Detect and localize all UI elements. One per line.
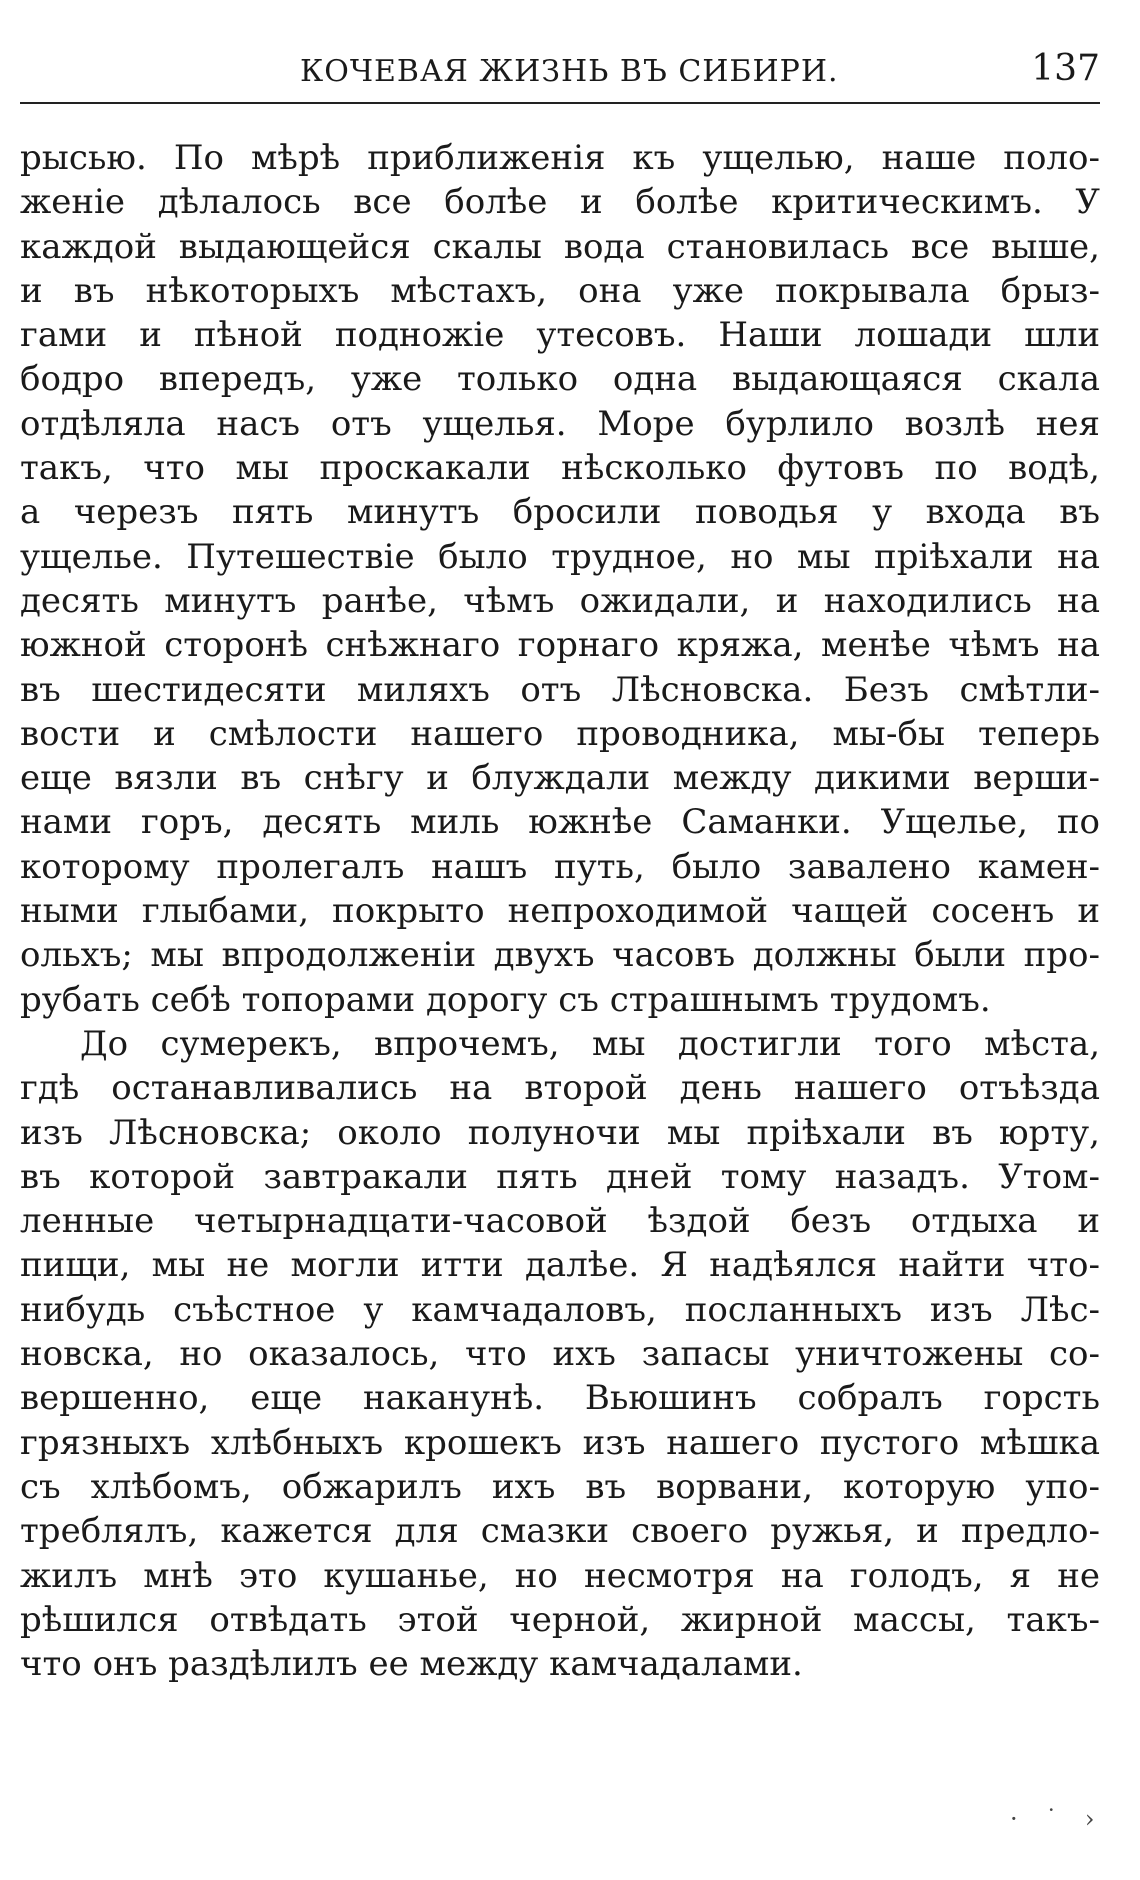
text-line: новска, но оказалось, что ихъ запасы уничтожены со- (20, 1334, 1100, 1375)
text-line: нами горъ, десять миль южнѣе Саманки. Ущелье, по (20, 802, 1100, 843)
text-line: ленные четырнадцати-часовой ѣздой безъ отдыха и (20, 1201, 1100, 1242)
text-line: вершенно, еще наканунѣ. Вьюшинъ собралъ горсть (20, 1378, 1100, 1419)
text-line: рѣшился отвѣдать этой черной, жирной массы, такъ- (20, 1599, 1100, 1640)
text-line: До сумерекъ, впрочемъ, мы достигли того мѣста, (80, 1023, 1100, 1064)
text-line: въ которой завтракали пять дней тому назадъ. Утом- (20, 1156, 1100, 1197)
text-line: женіе дѣлалось все болѣе и болѣе критическимъ. У (20, 182, 1100, 223)
text-line: десять минутъ ранѣе, чѣмъ ожидали, и находились на (20, 580, 1100, 621)
text-line: а черезъ пять минутъ бросили поводья у входа въ (20, 492, 1100, 533)
print-specks: · ˙ › (1010, 1805, 1105, 1833)
running-head (20, 48, 1100, 104)
text-line: что онъ раздѣлилъ ее между камчадалами. (20, 1644, 803, 1685)
text-line: такъ, что мы проскакали нѣсколько футовъ по водѣ, (20, 448, 1100, 489)
text-line: ущелье. Путешествіе было трудное, но мы пріѣхали на (20, 536, 1100, 577)
text-line: ольхъ; мы впродолженіи двухъ часовъ должны были про- (20, 935, 1100, 976)
text-line: грязныхъ хлѣбныхъ крошекъ изъ нашего пустого мѣшка (20, 1422, 1100, 1463)
text-line: которому пролегалъ нашъ путь, было завалено камен- (20, 846, 1100, 887)
text-line: рубать себѣ топорами дорогу съ страшнымъ трудомъ. (20, 979, 991, 1020)
text-line: жилъ мнѣ это кушанье, но несмотря на голодъ, я не (20, 1555, 1100, 1596)
text-line: южной сторонѣ снѣжнаго горнаго кряжа, менѣе чѣмъ на (20, 625, 1100, 666)
text-line: изъ Лѣсновска; около полуночи мы пріѣхали въ юрту, (20, 1112, 1100, 1153)
text-line: пищи, мы не могли итти далѣе. Я надѣялся найти что- (20, 1245, 1100, 1286)
page-number: 137 (1031, 48, 1100, 89)
body-text (20, 136, 1100, 1686)
text-line: гдѣ останавливались на второй день нашего отъѣзда (20, 1068, 1100, 1109)
text-line: вости и смѣлости нашего проводника, мы-бы теперь (20, 713, 1100, 754)
text-line: въ шестидесяти миляхъ отъ Лѣсновска. Безъ смѣтли- (20, 669, 1100, 710)
text-line: треблялъ, кажется для смазки своего ружья, и предло- (20, 1511, 1100, 1552)
running-title: КОЧЕВАЯ ЖИЗНЬ ВЪ СИБИРИ. (300, 54, 839, 89)
text-line: нибудь съѣстное у камчадаловъ, посланныхъ изъ Лѣс- (20, 1289, 1100, 1330)
text-line: каждой выдающейся скалы вода становилась все выше, (20, 226, 1100, 267)
text-line: гами и пѣной подножіе утесовъ. Наши лошади шли (20, 315, 1100, 356)
text-line: рысью. По мѣрѣ приближенія къ ущелью, наше поло- (20, 138, 1100, 178)
text-line: съ хлѣбомъ, обжарилъ ихъ въ ворвани, которую упо- (20, 1466, 1100, 1507)
text-line: ными глыбами, покрыто непроходимой чащей сосенъ и (20, 891, 1100, 932)
text-line: еще вязли въ снѣгу и блуждали между дикими верши- (20, 758, 1100, 799)
text-line: отдѣляла насъ отъ ущелья. Море бурлило возлѣ нея (20, 403, 1100, 444)
text-line: бодро впередъ, уже только одна выдающаяся скала (20, 359, 1100, 400)
text-line: и въ нѣкоторыхъ мѣстахъ, она уже покрывала брыз- (20, 270, 1100, 311)
